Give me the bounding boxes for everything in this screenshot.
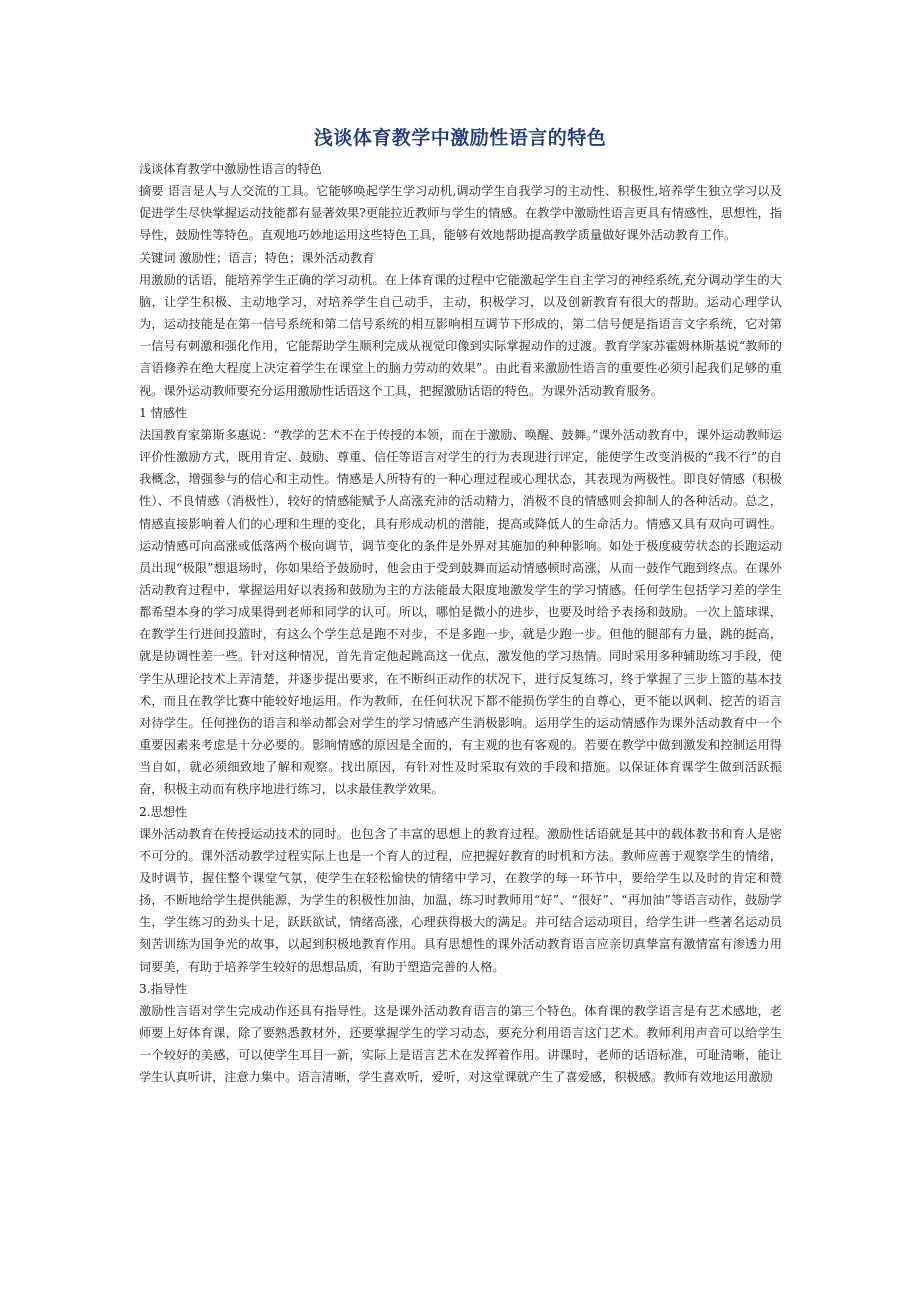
- subtitle-line: 浅谈体育教学中激励性语言的特色: [139, 162, 322, 176]
- section-2-heading: 2.思想性: [139, 804, 188, 819]
- section-3-paragraph: 激励性言语对学生完成动作还具有指导性。这是课外活动教育语言的第三个特色。体育课的教学语言是有艺术感地，老师要上好体育课，除了要熟悉教材外，还要掌握学生的学习动态，要充分利用语言这门艺术。教师利用声音可以给学生一个较好的美感，可以使学生耳目一新，实际上是语言艺术在发挥着作用。讲课时，老师的话语标准，可耻清晰，能让学生认真听讲，注意力集中。语言清晰，学生喜欢听，爱听，对这堂课就产生了喜爱感，积极感。教师有效地运用激励: [139, 1003, 782, 1085]
- section-3-heading: 3.指导性: [139, 981, 188, 996]
- document-body: [139, 158, 782, 1089]
- intro-paragraph: 用激励的话语，能培养学生正确的学习动机。在上体育课的过程中它能激起学生自主学习的神经系统,充分调动学生的大脑，让学生积极、主动地学习，对培养学生自己动手，主动，积极学习，以及创新教育有很大的帮助。运动心理学认为，运动技能是在第一信号系统和第二信号系统的相互影响相互调节下形成的，第二信号便是指语言文字系统，它对第一信号有刺激和强化作用，它能帮助学生顺利完成从视觉印像到实际掌握动作的过渡。教育学家苏霍姆林斯基说“教师的言语修养在绝大程度上决定着学生在课堂上的脑力劳动的效果”。由此看来激励性语言的重要性必须引起我们足够的重视。课外运动教师要充分运用激励性话语这个工具，把握激励话语的特色。为课外活动教育服务。: [139, 272, 782, 398]
- section-2-paragraph: 课外活动教育在传授运动技术的同时。也包含了丰富的思想上的教育过程。激励性话语就是其中的载体教书和育人是密不可分的。课外活动教学过程实际上也是一个育人的过程，应把握好教育的时机和方法。教师应善于观察学生的情绪，及时调节，握住整个课堂气氛，使学生在轻松愉快的情绪中学习，在教学的每一环节中，要给学生以及时的肯定和赞扬，不断地给学生提供能源，为学生的积极性加油，加温，练习时教师用“好”、“很好”、“再加油”等语言动作，鼓励学生，学生练习的劲头十足，跃跃欲试，情绪高涨，心理获得极大的满足。并可结合运动项目，给学生讲一些著名运动员刻苦训练为国争光的故事，以起到积极地教育作用。具有思想性的课外活动教育语言应亲切真挚富有激情富有渗透力用词要美，有助于培养学生较好的思想品质，有助于塑造完善的人格。: [139, 826, 782, 974]
- section-1-heading: 1 情感性: [139, 405, 188, 420]
- keywords-line: 关键词 激励性；语言；特色；课外活动教育: [139, 250, 375, 265]
- abstract-paragraph: 摘要 语言是人与人交流的工具。它能够唤起学生学习动机,调动学生自我学习的主动性、积极性,培养学生独立学习以及促进学生尽快掌握运动技能都有显著效果?更能拉近教师与学生的情感。在教学中激励性语言更具有情感性，思想性，指导性，鼓励性等特色。直观地巧妙地运用这些特色工具，能够有效地帮助提高教学质量做好课外活动教育工作。: [139, 184, 782, 243]
- section-1-paragraph: 法国教育家第斯多惠说：“教学的艺术不在于传授的本领，而在于激励、唤醒、鼓舞。”课外活动教育中，课外运动教师运评价性激励方式，既用肯定、鼓励、尊重、信任等语言对学生的行为表现进行评定，能使学生改变消极的“我不行”的自我概念，增强参与的信心和主动性。情感是人所特有的一种心理过程或心理状态，其表现为两极性。即良好情感（积极性）、不良情感（消极性），较好的情感能赋予人高涨充沛的活动精力，消极不良的情感则会抑制人的各种活动。总之，情感直接影响着人们的心理和生理的变化，具有形成动机的潜能，提高或降低人的生命活力。情感又具有双向可调性。运动情感可向高涨或低落两个极向调节，调节变化的条件是外界对其施加的种种影响。如处于极度疲劳状态的长跑运动员出现“极限”想退场时，你如果给予鼓励时，他会由于受到鼓舞而运动情感顿时高涨，从而一鼓作气跑到终点。在课外活动教育过程中，掌握运用好以表扬和鼓励为主的方法能最大限度地激发学生的学习情感。任何学生包括学习差的学生都希望本身的学习成果得到老师和同学的认可。所以，哪怕是微小的进步，也要及时给予表扬和鼓励。一次上篮球课，在教学生行进间投篮时，有这么个学生总是跑不对步，不是多跑一步，就是少跑一步。但他的腿部有力量，跳的挺高，就是协调性差一些。针对这种情况，首先肯定他起跳高这一优点，激发他的学习热情。同时采用多种辅助练习手段，使学生从理论技术上弄清楚，并逐步提出要求，在不断纠正动作的状况下，进行反复练习，终于掌握了三步上篮的基本技术，而且在教学比赛中能较好地运用。作为教师，在任何状况下都不能损伤学生的自尊心，更不能以讽刺、挖苦的语言对待学生。任何挫伤的语言和举动都会对学生的学习情感产生消极影响。运用学生的运动情感作为课外活动教育中一个重要因素来考虑是十分必要的。影响情感的原因是全面的，有主观的也有客观的。若要在教学中做到激发和控制运用得当自如，就必须细致地了解和观察。找出原因，有针对性及时采取有效的手段和措施。以保证体育课学生做到活跃振奋，积极主动而有秩序地进行练习，以求最佳教学效果。: [139, 427, 782, 797]
- document-title: 浅谈体育教学中激励性语言的特色: [313, 127, 607, 149]
